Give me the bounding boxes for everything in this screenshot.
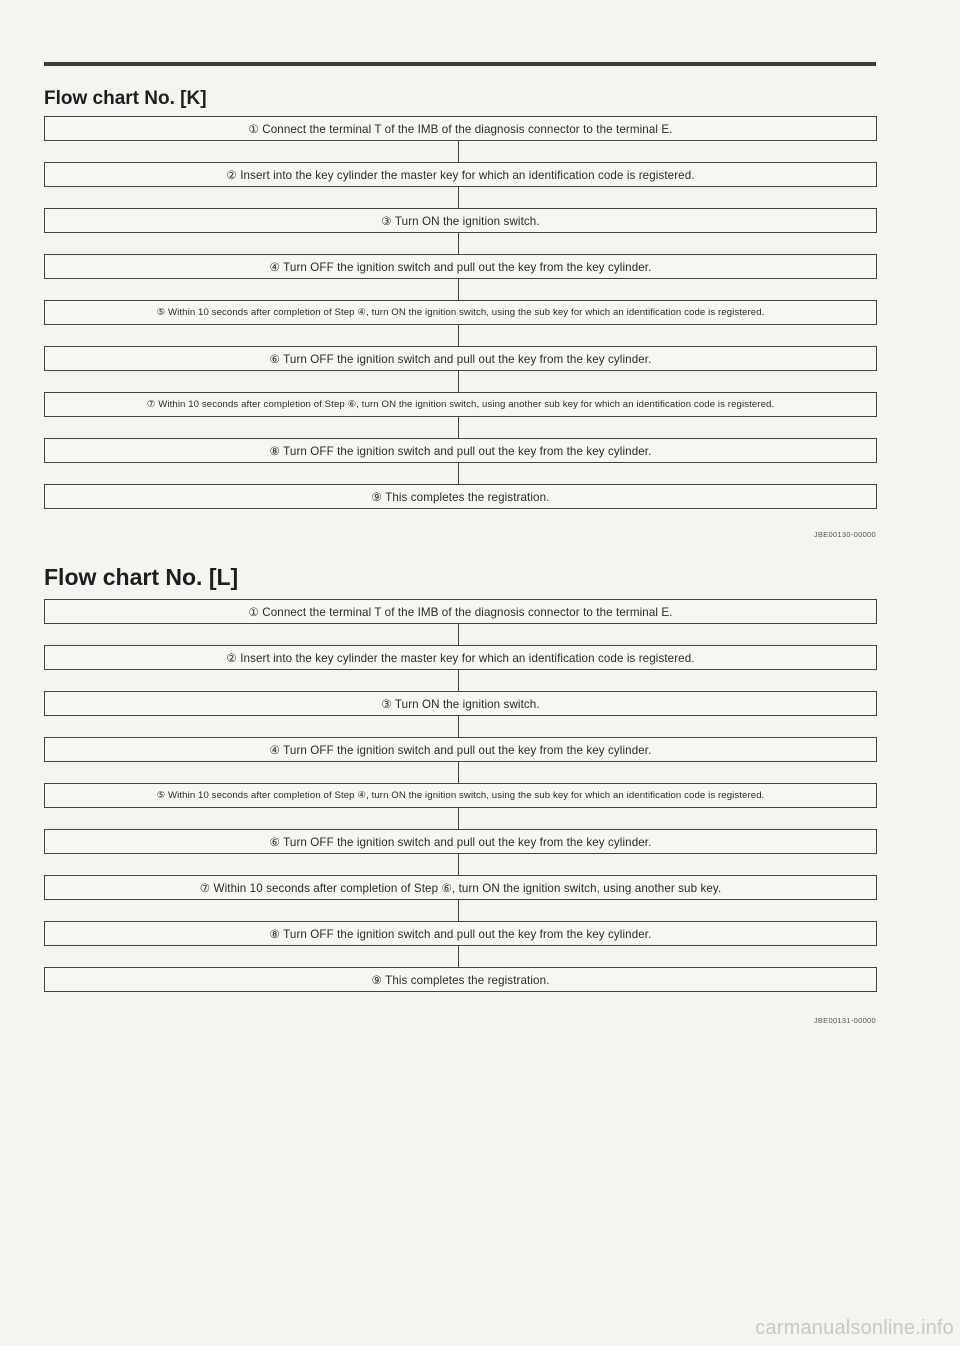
step-text: ④ Turn OFF the ignition switch and pull out the key from the key cylinder. bbox=[269, 743, 652, 757]
connector-line bbox=[458, 900, 459, 921]
step-l-6 bbox=[44, 829, 877, 854]
connector-line bbox=[458, 670, 459, 691]
connector-line bbox=[458, 624, 459, 645]
flow-chart-k-title: Flow chart No. [K] bbox=[44, 88, 207, 109]
step-k-7 bbox=[44, 392, 877, 417]
flow-chart-l-title: Flow chart No. [L] bbox=[44, 564, 239, 590]
flow-chart-l bbox=[44, 599, 877, 992]
step-l-3 bbox=[44, 691, 877, 716]
connector-line bbox=[458, 325, 459, 346]
step-k-5 bbox=[44, 300, 877, 325]
connector-line bbox=[458, 233, 459, 254]
step-text: ⑨ This completes the registration. bbox=[371, 973, 550, 987]
step-text: ⑧ Turn OFF the ignition switch and pull out the key from the key cylinder. bbox=[269, 927, 652, 941]
step-l-7 bbox=[44, 875, 877, 900]
connector-line bbox=[458, 716, 459, 737]
step-l-9 bbox=[44, 967, 877, 992]
flow-chart-k bbox=[44, 116, 877, 509]
top-rule bbox=[44, 62, 876, 66]
connector-line bbox=[458, 371, 459, 392]
step-text: ① Connect the terminal T of the IMB of the diagnosis connector to the terminal E. bbox=[248, 605, 673, 619]
step-text: ⑧ Turn OFF the ignition switch and pull out the key from the key cylinder. bbox=[269, 444, 652, 458]
step-l-5 bbox=[44, 783, 877, 808]
step-k-9 bbox=[44, 484, 877, 509]
connector-line bbox=[458, 762, 459, 783]
figure-code-l: JBE00131-00000 bbox=[813, 1016, 876, 1025]
figure-code-k: JBE00130-00000 bbox=[813, 530, 876, 539]
step-l-8 bbox=[44, 921, 877, 946]
step-text: ⑥ Turn OFF the ignition switch and pull out the key from the key cylinder. bbox=[269, 352, 652, 366]
step-text: ③ Turn ON the ignition switch. bbox=[381, 214, 540, 228]
site-watermark: carmanualsonline.info bbox=[755, 1317, 954, 1339]
step-text: ⑥ Turn OFF the ignition switch and pull out the key from the key cylinder. bbox=[269, 835, 652, 849]
step-k-8 bbox=[44, 438, 877, 463]
connector-line bbox=[458, 141, 459, 162]
step-text: ② Insert into the key cylinder the master key for which an identification code is registered. bbox=[226, 168, 695, 182]
connector-line bbox=[458, 187, 459, 208]
step-k-2 bbox=[44, 162, 877, 187]
step-text: ④ Turn OFF the ignition switch and pull out the key from the key cylinder. bbox=[269, 260, 652, 274]
connector-line bbox=[458, 279, 459, 300]
step-l-2 bbox=[44, 645, 877, 670]
connector-line bbox=[458, 463, 459, 484]
connector-line bbox=[458, 946, 459, 967]
step-l-4 bbox=[44, 737, 877, 762]
step-text: ⑤ Within 10 seconds after completion of Step ④, turn ON the ignition switch, using the sub key for which an identification code is registered. bbox=[156, 790, 765, 801]
step-k-4 bbox=[44, 254, 877, 279]
step-text: ⑨ This completes the registration. bbox=[371, 490, 550, 504]
step-k-1 bbox=[44, 116, 877, 141]
step-k-6 bbox=[44, 346, 877, 371]
step-text: ① Connect the terminal T of the IMB of the diagnosis connector to the terminal E. bbox=[248, 122, 673, 136]
step-text: ③ Turn ON the ignition switch. bbox=[381, 697, 540, 711]
connector-line bbox=[458, 417, 459, 438]
step-text: ⑦ Within 10 seconds after completion of Step ⑥, turn ON the ignition switch, using another sub key. bbox=[199, 881, 722, 895]
connector-line bbox=[458, 854, 459, 875]
connector-line bbox=[458, 808, 459, 829]
step-k-3 bbox=[44, 208, 877, 233]
step-l-1 bbox=[44, 599, 877, 624]
step-text: ⑤ Within 10 seconds after completion of Step ④, turn ON the ignition switch, using the sub key for which an identification code is registered. bbox=[156, 307, 765, 318]
step-text: ② Insert into the key cylinder the master key for which an identification code is registered. bbox=[226, 651, 695, 665]
step-text: ⑦ Within 10 seconds after completion of Step ⑥, turn ON the ignition switch, using another sub key for which an identification code is registered. bbox=[146, 399, 775, 410]
